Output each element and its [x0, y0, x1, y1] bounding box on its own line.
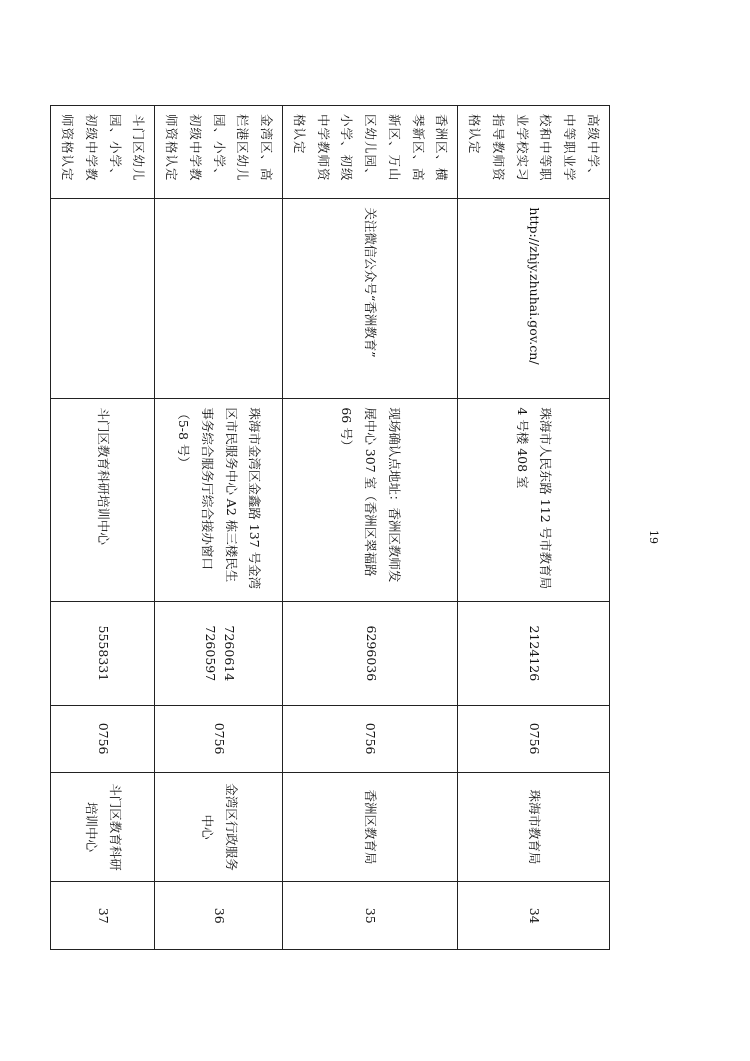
area-code-cell: 0756: [155, 705, 283, 772]
phone-cell: [51, 602, 155, 706]
phone-number: 6296036: [363, 625, 379, 682]
address-cell: 珠海市金湾区金鑫路 137 号金湾区市民服务中心 A2 栋三楼民生事务综合服务厅综合接办窗口（5-8 号）: [155, 399, 283, 602]
phone-number: 2124126: [527, 625, 543, 682]
table-row: [51, 106, 155, 950]
area-code-cell: 0756: [458, 705, 610, 772]
website-cell: 关注微信公众号“香洲教育”: [283, 199, 458, 399]
phone-cell: [283, 602, 458, 706]
certification-table-wrapper: [60, 105, 610, 950]
certification-office-table: [51, 105, 611, 950]
rotated-table-frame: [60, 105, 610, 950]
organization-cell: 金湾区行政服务中心: [155, 772, 283, 882]
address-cell: 现场确认点地址：香洲区教师发展中心 307 室（香洲区翠福路 66 号）: [283, 399, 458, 602]
table-row: [458, 106, 610, 950]
area-code-cell: 0756: [51, 705, 155, 772]
phone-number: 7260597: [202, 625, 218, 682]
page-number: 19: [647, 530, 660, 544]
row-number-cell: 34: [458, 882, 610, 950]
table-row: [283, 106, 458, 950]
row-number-cell: 37: [51, 882, 155, 950]
phone-cell: [458, 602, 610, 706]
row-number-cell: 35: [283, 882, 458, 950]
phone-cell: [155, 602, 283, 706]
organization-cell: 珠海市教育局: [458, 772, 610, 882]
website-cell: [51, 199, 155, 399]
phone-number: 7260614: [221, 625, 237, 682]
row-number-cell: 36: [155, 882, 283, 950]
phone-number: 5558331: [96, 625, 112, 682]
address-cell: 斗门区教育科研培训中心: [51, 399, 155, 602]
table-row: [155, 106, 283, 950]
organization-cell: 香洲区教育局: [283, 772, 458, 882]
organization-cell: 斗门区教育科研培训中心: [51, 772, 155, 882]
address-cell: 珠海市人民东路 112 号市教育局 4 号楼 408 室: [458, 399, 610, 602]
area-code-cell: 0756: [283, 705, 458, 772]
website-cell: http://zhjy.zhuhai.gov.cn/: [458, 199, 610, 399]
scope-cell: 高级中学、中等职业学校和中等职业学校实习指导教师资格认定: [458, 106, 610, 199]
website-cell: [155, 199, 283, 399]
scope-cell: 金湾区、高栏港区幼儿园、小学、初级中学教师资格认定: [155, 106, 283, 199]
scope-cell: 斗门区幼儿园、小学、初级中学教师资格认定: [51, 106, 155, 199]
scope-cell: 香洲区、横琴新区、高新区、万山区幼儿园、小学、初级中学教师资格认定: [283, 106, 458, 199]
